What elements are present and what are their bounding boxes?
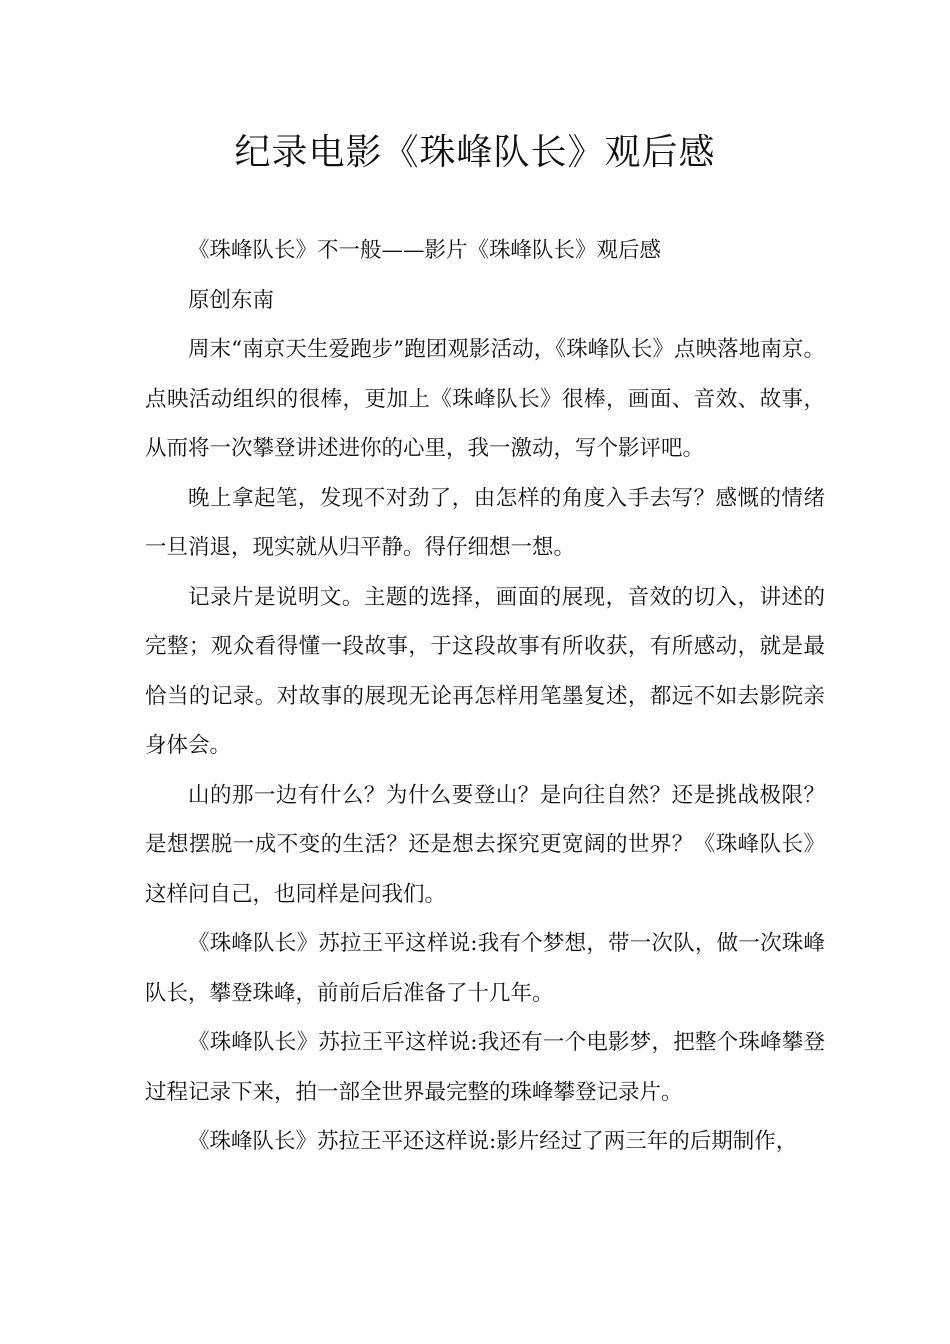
- paragraph-subtitle: 《珠峰队长》不一般——影片《珠峰队长》观后感: [188, 238, 662, 263]
- document-title: 纪录电影《珠峰队长》观后感: [234, 132, 716, 173]
- paragraph: 《珠峰队长》苏拉王平这样说:我有个梦想，带一次队，做一次珠峰队长，攀登珠峰，前前后后准备了十几年。: [145, 931, 825, 1006]
- paragraph: 周末“南京天生爱跑步”跑团观影活动，《珠峰队长》点映落地南京。点映活动组织的很棒，更加上《珠峰队长》很棒，画面、音效、故事，从而将一次攀登讲述进你的心里，我一激动，写个影评吧。: [145, 337, 825, 461]
- paragraph: 记录片是说明文。主题的选择，画面的展现，音效的切入，讲述的完整；观众看得懂一段故事，于这段故事有所收获，有所感动，就是最恰当的记录。对故事的展现无论再怎样用笔墨复述，都远不如去影院亲身体会。: [145, 584, 825, 758]
- document-body: [145, 226, 825, 1167]
- paragraph: 山的那一边有什么？为什么要登山？是向往自然？还是挑战极限？是想摆脱一成不变的生活？还是想去探究更宽阔的世界？《珠峰队长》这样问自己，也同样是问我们。: [145, 782, 825, 907]
- paragraph-author: 原创东南: [188, 287, 275, 313]
- paragraph: 晚上拿起笔，发现不对劲了，由怎样的角度入手去写？感慨的情绪一旦消退，现实就从归平静。得仔细想一想。: [145, 485, 825, 560]
- paragraph: 《珠峰队长》苏拉王平还这样说:影片经过了两三年的后期制作，: [188, 1129, 798, 1154]
- paragraph: 《珠峰队长》苏拉王平这样说:我还有一个电影梦，把整个珠峰攀登过程记录下来，拍一部全世界最完整的珠峰攀登记录片。: [145, 1030, 825, 1105]
